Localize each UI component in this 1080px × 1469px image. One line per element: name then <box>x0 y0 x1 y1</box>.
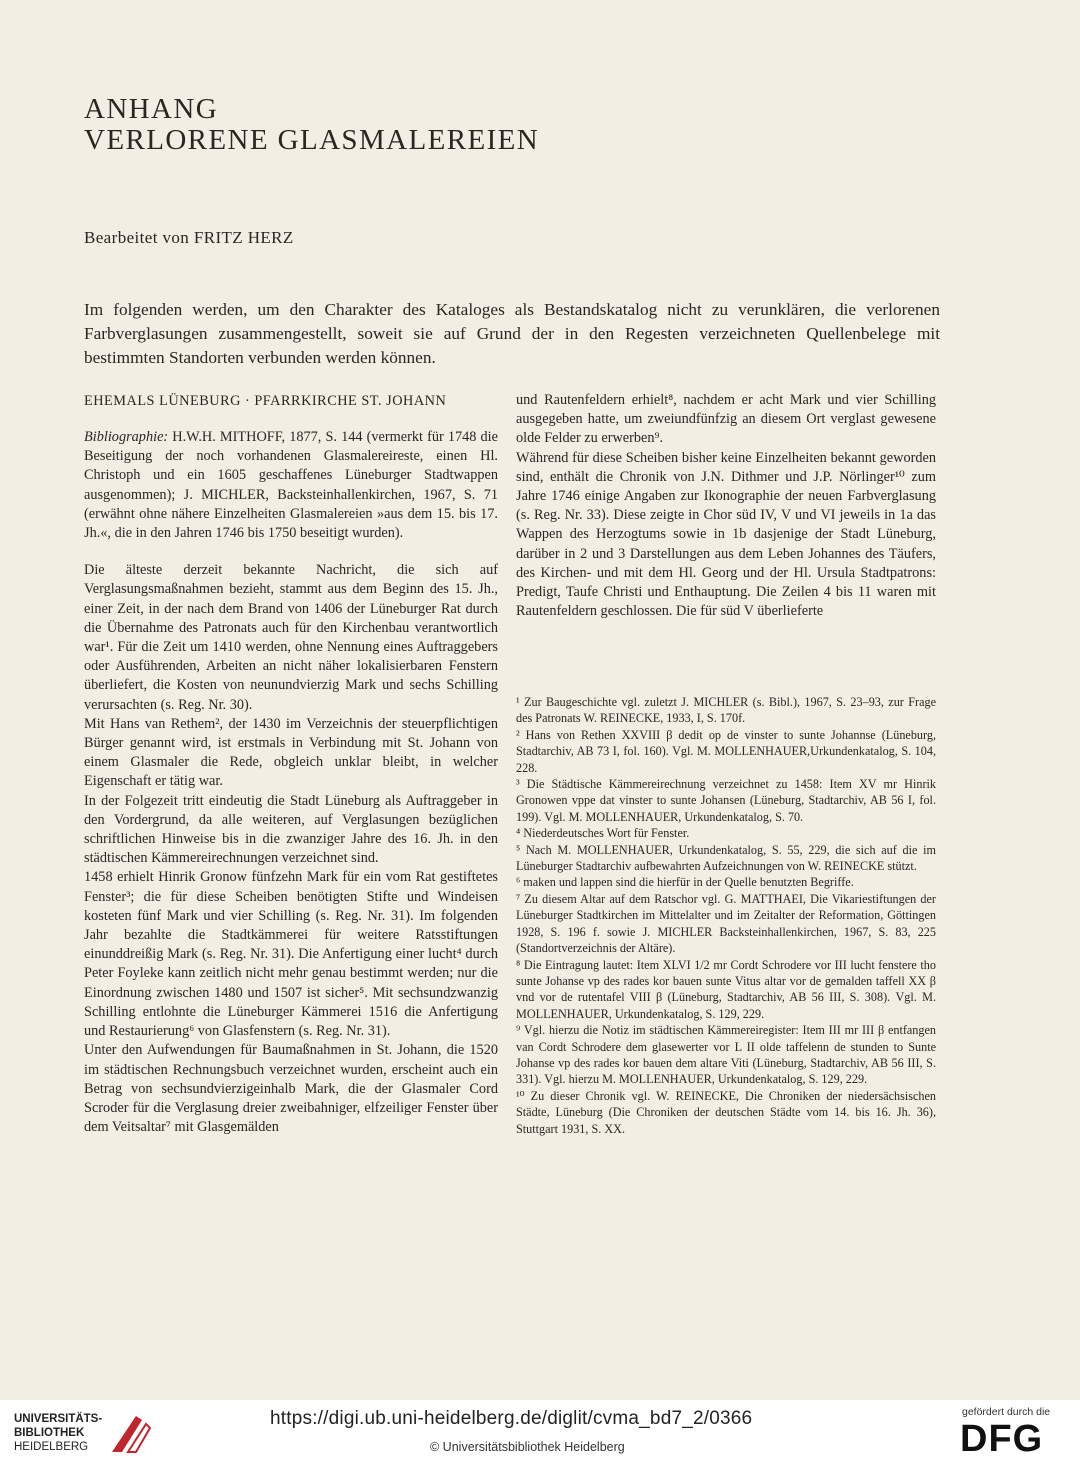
funder-caption: gefördert durch die <box>962 1406 1051 1418</box>
left-column <box>84 391 498 1137</box>
body-paragraph-4: 1458 erhielt Hinrik Gronow fünfzehn Mark für ein vom Rat gestiftetes Fenster³; die für diese Scheiben benötigten Stifte und Windeisen kosteten fünf Mark und vier Schilling (s. Reg. Nr. 31). Im folgenden Jahr bezahlte die Stadtkämmerei für weitere Ratsstiftungen einunddreißig Mark (s. Reg. Nr. 31). Die Anfertigung einer lucht⁴ durch Peter Foyleke kann zeitlich nicht mehr genau bestimmt werden; nur die Einordnung zwischen 1480 und 1507 ist sicher⁵. Mit sechsundzwanzig Schilling entlohnte die Lüneburger Kämmerei 1516 die Anfertigung und Restaurierung⁶ von Glasfenstern (s. Reg. Nr. 31). <box>84 869 498 1040</box>
footnote-4: ⁴ Niederdeutsches Wort für Fenster. <box>516 826 690 841</box>
footnote-6: ⁶ maken und lappen sind die hierfür in der Quelle benutzten Begriffe. <box>516 875 854 890</box>
body-paragraph-2: Mit Hans van Rethem², der 1430 im Verzeichnis der steuerpflichtigen Bürger genannt wird, ist erstmals in Verbindung mit St. Johann von einem Glasmaler die Rede, obgleich unklar bleibt, in welcher Eigenschaft er tätig war. <box>84 715 498 790</box>
bibliography-label: Bibliographie: <box>84 429 169 445</box>
logo-line-3: HEIDELBERG <box>14 1441 89 1453</box>
logo-line-2: BIBLIOTHEK <box>14 1427 85 1439</box>
dfg-logo[interactable]: DFG <box>960 1418 1044 1460</box>
footnote-5: ⁵ Nach M. MOLLENHAUER, Urkundenkatalog, S. 55, 229, die sich auf die im Lüneburger Stadtarchiv aufbewahrten Aufzeichnungen von W. REINECKE stützt. <box>516 842 936 874</box>
logo-line-1: UNIVERSITÄTS- <box>14 1413 103 1425</box>
footnote-9: ⁹ Vgl. hierzu die Notiz im städtischen Kämmereiregister: Item III mr III β entfangen van Cordt Schrodere dem glasewerter vor L II olde taffelenn de stunden to Sunte Johanse vp des rades kor bauen dem altare Viti (Lüneburg, Stadtarchiv, AB 56 III, S. 331). Vgl. hierzu M. MOLLENHAUER, Urkundenkatalog, S. 129, 229. <box>516 1023 936 1087</box>
footnote-2: ² Hans von Rethen XXVIII β dedit op de vinster to sunte Johannse (Lüneburg, Stadtarchiv, AB 73 I, fol. 160). Vgl. M. MOLLENHAUER,Urkundenkatalog, S. 104, 228. <box>516 727 936 775</box>
bibliography <box>84 428 498 543</box>
page-title <box>84 94 539 156</box>
body-paragraph-6: und Rautenfeldern erhielt⁸, nachdem er acht Mark und vier Schilling ausgegeben hatte, um zweiundfünfzig an diesem Ort verglast gewesene olde Felder zu erwerben⁹. <box>516 392 936 447</box>
title-line-1: ANHANG <box>84 93 219 125</box>
title-line-2: VERLORENE GLASMALEREIEN <box>84 124 540 156</box>
right-column <box>516 391 936 621</box>
viewer-footer <box>0 1400 1080 1469</box>
footnote-1: ¹ Zur Baugeschichte vgl. zuletzt J. MICHLER (s. Bibl.), 1967, S. 23–93, zur Frage des Patronats W. REINECKE, 1933, I, S. 170f. <box>516 695 936 726</box>
section-heading: EHEMALS LÜNEBURG · PFARRKIRCHE ST. JOHANN <box>84 393 447 409</box>
intro-paragraph: Im folgenden werden, um den Charakter des Kataloges als Bestandskatalog nicht zu verunklären, die verlorenen Farbverglasungen zusammengestellt, soweit sie auf Grund der in den Regesten verzeichneten Quellenbelege mit bestimmten Standorten verbunden werden können. <box>84 300 940 367</box>
footnote-8: ⁸ Die Eintragung lautet: Item XLVI 1/2 mr Cordt Schrodere vor III lucht fenstere tho sunte Johanse vp des rades kor bauen sunte Vitus altar vor de gemalden taffell XX β vnd vor de rutentafel VIII β (Lüneburg, Stadtarchiv, AB 56 III, S. 308). Vgl. M. MOLLENHAUER, Urkundenkatalog, S. 129, 229. <box>516 957 936 1021</box>
editor-credit: Bearbeitet von FRITZ HERZ <box>84 228 294 247</box>
body-paragraph-1: Die älteste derzeit bekannte Nachricht, die sich auf Verglasungsmaßnahmen bezieht, stammt aus dem Beginn des 15. Jh., einer Zeit, in der nach dem Brand von 1406 der Lüneburger Rat durch die Übernahme des Patronats auch für den Kirchenbau verantwortlich war¹. Für die Zeit um 1410 werden, ohne Nennung eines Auftraggebers oder Ausführenden, Arbeiten an nicht näher lokalisierbaren Fenstern überliefert, die Kosten von neunundvierzig Mark und sechs Schilling verursachten (s. Reg. Nr. 30). <box>84 562 498 713</box>
footnote-7: ⁷ Zu diesem Altar auf dem Ratschor vgl. G. MATTHAEI, Die Vikariestiftungen der Lüneburger Stadtkirchen im Mittelalter und im Zeitalter der Reformation, Göttingen 1928, S. 196 f. sowie J. MICHLER Backsteinhallenkirchen, 1967, S. 83, 225 (Standortverzeichnis der Altäre). <box>516 891 936 956</box>
copyright-notice: © Universitätsbibliothek Heidelberg <box>430 1440 625 1454</box>
bibliography-text: H.W.H. MITHOFF, 1877, S. 144 (vermerkt für 1748 die Beseitigung der noch vorhandenen Glasmalereireste, einen Hl. Christoph und ein 1605 geschaffenes Lüneburger Stadtwappen ausgenommen); J. MICHLER, Backsteinhallenkirchen, 1967, S. 71 (erwähnt ohne nähere Einzelheiten Glasmalereien »aus dem 15. bis 17. Jh.«, die in den Jahren 1746 bis 1750 beseitigt wurden). <box>84 429 498 542</box>
footnotes <box>516 694 936 1137</box>
library-emblem-icon <box>106 1408 154 1456</box>
library-logo[interactable] <box>14 1412 102 1454</box>
body-paragraph-7: Während für diese Scheiben bisher keine Einzelheiten bekannt geworden sind, enthält die Chronik von J.N. Dithmer und J.P. Nörlinger¹⁰ zum Jahre 1746 einige Angaben zur Ikonographie der neuen Farbverglasung (s. Reg. Nr. 33). Diese zeigte in Chor süd IV, V und VI jeweils in 1a das Wappen des Herzogtums sowie in 1b dasjenige der Stadt Lüneburg, darüber in 2 und 3 Darstellungen aus dem Leben Johannes des Täufers, des Kirchen- und mit dem Hl. Georg und der Hl. Ursula Stadtpatrons: Predigt, Taufe Christi und Enthauptung. Die Zeilen 4 bis 11 waren mit Rautenfeldern geschlossen. Die für süd V überlieferte <box>516 449 936 620</box>
body-paragraph-5: Unter den Aufwendungen für Baumaßnahmen in St. Johann, die 1520 im städtischen Rechnungsbuch verzeichnet wurden, erscheint auch ein Betrag von sechsundvierzigeinhalb Mark, die der Glasmaler Cord Scroder für die Verglasung dreier zweibahniger, elfzeiliger Fenster über dem Veitsaltar⁷ mit Glasgemälden <box>84 1042 498 1136</box>
footnote-10: ¹⁰ Zu dieser Chronik vgl. W. REINECKE, Die Chroniken der niedersächsischen Städte, Lüneburg (Die Chroniken der deutschen Städte vom 14. bis 16. Jh. 36), Stuttgart 1931, S. XX. <box>516 1088 936 1136</box>
permalink-url[interactable]: https://digi.ub.uni-heidelberg.de/diglit/cvma_bd7_2/0366 <box>270 1408 753 1429</box>
body-paragraph-3: In der Folgezeit tritt eindeutig die Stadt Lüneburg als Auftraggeber in den Vordergrund, da alle weiteren, auf Verglasungen bezüglichen schriftlichen Hinweise bis in die zwanziger Jahre des 16. Jh. in den städtischen Kämmereirechnungen verzeichnet sind. <box>84 792 498 867</box>
footnote-3: ³ Die Städtische Kämmereirechnung verzeichnet zu 1458: Item XV mr Hinrik Gronowen vppe dat vinster to sunte Johansen (Lüneburg, Stadtarchiv, AB 56 I, fol. 199). Vgl. M. MOLLENHAUER, Urkundenkatalog, S. 70. <box>516 777 936 824</box>
